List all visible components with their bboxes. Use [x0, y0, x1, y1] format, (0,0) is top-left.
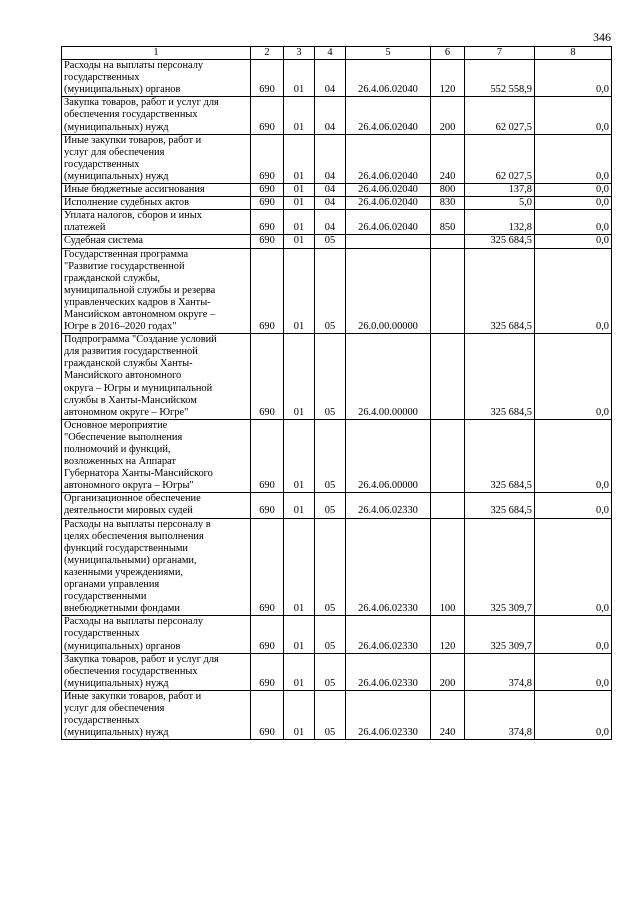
row-name-cell: Расходы на выплаты персоналу государственных (муниципальных) органов: [62, 616, 251, 653]
amount-cell: 325 684,5: [465, 248, 535, 334]
target-article-cell: 26.4.06.02330: [346, 493, 431, 518]
amount-extra-cell: 0,0: [535, 518, 612, 616]
amount-extra-cell: 0,0: [535, 134, 612, 183]
table-row: [62, 653, 612, 690]
podrazdel-cell: 05: [315, 334, 346, 420]
podrazdel-cell: 04: [315, 184, 346, 197]
razdel-cell: 01: [284, 248, 315, 334]
razdel-cell: 01: [284, 616, 315, 653]
target-article-cell: [346, 235, 431, 248]
razdel-cell: 01: [284, 97, 315, 134]
target-article-cell: 26.4.06.02040: [346, 97, 431, 134]
column-header: 3: [284, 47, 315, 60]
target-article-cell: 26.4.06.00000: [346, 419, 431, 493]
amount-extra-cell: 0,0: [535, 653, 612, 690]
podrazdel-cell: 05: [315, 419, 346, 493]
table-header-row: [62, 47, 612, 60]
amount-cell: 325 684,5: [465, 235, 535, 248]
glava-cell: 690: [251, 419, 284, 493]
target-article-cell: 26.0.00.00000: [346, 248, 431, 334]
podrazdel-cell: 05: [315, 616, 346, 653]
razdel-cell: 01: [284, 235, 315, 248]
podrazdel-cell: 05: [315, 518, 346, 616]
expense-type-cell: 800: [431, 184, 465, 197]
amount-extra-cell: 0,0: [535, 235, 612, 248]
amount-cell: 62 027,5: [465, 134, 535, 183]
row-name-cell: Государственная программа "Развитие государственной гражданской службы, муниципальной службы и резерва управленческих кадров в Ханты- Мансийском автономном округе – Югре в 2016–2020 годах": [62, 248, 251, 334]
glava-cell: 690: [251, 134, 284, 183]
glava-cell: 690: [251, 616, 284, 653]
row-name-cell: Расходы на выплаты персоналу в целях обеспечения выполнения функций государственными (муниципальными) органами, казенными учреждениями, органами управления государственными внебюджетными фондами: [62, 518, 251, 616]
amount-extra-cell: 0,0: [535, 334, 612, 420]
target-article-cell: 26.4.06.02040: [346, 210, 431, 235]
expense-type-cell: 850: [431, 210, 465, 235]
podrazdel-cell: 04: [315, 197, 346, 210]
amount-extra-cell: 0,0: [535, 616, 612, 653]
expense-type-cell: 200: [431, 97, 465, 134]
target-article-cell: 26.4.06.02330: [346, 518, 431, 616]
row-name-cell: Иные закупки товаров, работ и услуг для обеспечения государственных (муниципальных) нужд: [62, 134, 251, 183]
glava-cell: 690: [251, 235, 284, 248]
amount-extra-cell: 0,0: [535, 60, 612, 97]
amount-extra-cell: 0,0: [535, 690, 612, 739]
table-row: [62, 690, 612, 739]
amount-cell: 325 309,7: [465, 616, 535, 653]
table-row: [62, 134, 612, 183]
amount-extra-cell: 0,0: [535, 210, 612, 235]
amount-cell: 325 684,5: [465, 334, 535, 420]
amount-cell: 325 309,7: [465, 518, 535, 616]
podrazdel-cell: 05: [315, 690, 346, 739]
glava-cell: 690: [251, 60, 284, 97]
amount-cell: 325 684,5: [465, 419, 535, 493]
row-name-cell: Судебная система: [62, 235, 251, 248]
expense-type-cell: 240: [431, 690, 465, 739]
amount-extra-cell: 0,0: [535, 248, 612, 334]
row-name-cell: Подпрограмма "Создание условий для развития государственной гражданской службы Ханты- Мансийского автономного округа – Югры и муниципальной службы в Ханты-Мансийском автономном округе – Югре": [62, 334, 251, 420]
expense-type-cell: 200: [431, 653, 465, 690]
expense-type-cell: [431, 419, 465, 493]
table-row: [62, 60, 612, 97]
table-body: [62, 47, 612, 740]
amount-cell: 325 684,5: [465, 493, 535, 518]
amount-extra-cell: 0,0: [535, 184, 612, 197]
row-name-cell: Расходы на выплаты персоналу государственных (муниципальных) органов: [62, 60, 251, 97]
razdel-cell: 01: [284, 184, 315, 197]
target-article-cell: 26.4.06.02330: [346, 690, 431, 739]
expense-type-cell: 120: [431, 60, 465, 97]
row-name-cell: Исполнение судебных актов: [62, 197, 251, 210]
podrazdel-cell: 04: [315, 210, 346, 235]
amount-cell: 374,8: [465, 690, 535, 739]
table-row: [62, 197, 612, 210]
expense-type-cell: 240: [431, 134, 465, 183]
glava-cell: 690: [251, 334, 284, 420]
row-name-cell: Иные закупки товаров, работ и услуг для обеспечения государственных (муниципальных) нужд: [62, 690, 251, 739]
column-header: 5: [346, 47, 431, 60]
glava-cell: 690: [251, 97, 284, 134]
row-name-cell: Уплата налогов, сборов и иных платежей: [62, 210, 251, 235]
razdel-cell: 01: [284, 493, 315, 518]
podrazdel-cell: 05: [315, 493, 346, 518]
podrazdel-cell: 04: [315, 134, 346, 183]
expense-type-cell: 100: [431, 518, 465, 616]
column-header: 7: [465, 47, 535, 60]
target-article-cell: 26.4.06.02040: [346, 134, 431, 183]
amount-cell: 137,8: [465, 184, 535, 197]
target-article-cell: 26.4.06.02040: [346, 197, 431, 210]
glava-cell: 690: [251, 248, 284, 334]
glava-cell: 690: [251, 653, 284, 690]
amount-cell: 5,0: [465, 197, 535, 210]
podrazdel-cell: 04: [315, 60, 346, 97]
razdel-cell: 01: [284, 134, 315, 183]
razdel-cell: 01: [284, 518, 315, 616]
table-row: [62, 210, 612, 235]
expense-type-cell: 830: [431, 197, 465, 210]
amount-cell: 132,8: [465, 210, 535, 235]
table-row: [62, 419, 612, 493]
amount-extra-cell: 0,0: [535, 493, 612, 518]
row-name-cell: Иные бюджетные ассигнования: [62, 184, 251, 197]
expense-type-cell: [431, 334, 465, 420]
row-name-cell: Основное мероприятие "Обеспечение выполнения полномочий и функций, возложенных на Аппарат Губернатора Ханты-Мансийского автономного округа – Югры": [62, 419, 251, 493]
table-row: [62, 248, 612, 334]
row-name-cell: Закупка товаров, работ и услуг для обеспечения государственных (муниципальных) нужд: [62, 97, 251, 134]
target-article-cell: 26.4.06.02330: [346, 616, 431, 653]
podrazdel-cell: 04: [315, 97, 346, 134]
glava-cell: 690: [251, 493, 284, 518]
target-article-cell: 26.4.06.02040: [346, 60, 431, 97]
razdel-cell: 01: [284, 197, 315, 210]
table-row: [62, 518, 612, 616]
razdel-cell: 01: [284, 334, 315, 420]
target-article-cell: 26.4.06.02040: [346, 184, 431, 197]
expense-type-cell: [431, 493, 465, 518]
glava-cell: 690: [251, 210, 284, 235]
row-name-cell: Закупка товаров, работ и услуг для обеспечения государственных (муниципальных) нужд: [62, 653, 251, 690]
podrazdel-cell: 05: [315, 653, 346, 690]
glava-cell: 690: [251, 518, 284, 616]
razdel-cell: 01: [284, 419, 315, 493]
column-header: 6: [431, 47, 465, 60]
expense-type-cell: [431, 248, 465, 334]
column-header: 1: [62, 47, 251, 60]
glava-cell: 690: [251, 197, 284, 210]
column-header: 2: [251, 47, 284, 60]
row-name-cell: Организационное обеспечение деятельности мировых судей: [62, 493, 251, 518]
table-row: [62, 235, 612, 248]
budget-table: [61, 46, 612, 740]
table-row: [62, 616, 612, 653]
razdel-cell: 01: [284, 60, 315, 97]
table-row: [62, 97, 612, 134]
razdel-cell: 01: [284, 690, 315, 739]
target-article-cell: 26.4.00.00000: [346, 334, 431, 420]
razdel-cell: 01: [284, 653, 315, 690]
razdel-cell: 01: [284, 210, 315, 235]
amount-extra-cell: 0,0: [535, 97, 612, 134]
amount-cell: 552 558,9: [465, 60, 535, 97]
amount-extra-cell: 0,0: [535, 419, 612, 493]
table-row: [62, 184, 612, 197]
podrazdel-cell: 05: [315, 248, 346, 334]
amount-extra-cell: 0,0: [535, 197, 612, 210]
glava-cell: 690: [251, 690, 284, 739]
target-article-cell: 26.4.06.02330: [346, 653, 431, 690]
table-row: [62, 493, 612, 518]
glava-cell: 690: [251, 184, 284, 197]
column-header: 4: [315, 47, 346, 60]
podrazdel-cell: 05: [315, 235, 346, 248]
page-number: 346: [593, 30, 611, 44]
expense-type-cell: 120: [431, 616, 465, 653]
amount-cell: 62 027,5: [465, 97, 535, 134]
expense-type-cell: [431, 235, 465, 248]
amount-cell: 374,8: [465, 653, 535, 690]
table-row: [62, 334, 612, 420]
column-header: 8: [535, 47, 612, 60]
